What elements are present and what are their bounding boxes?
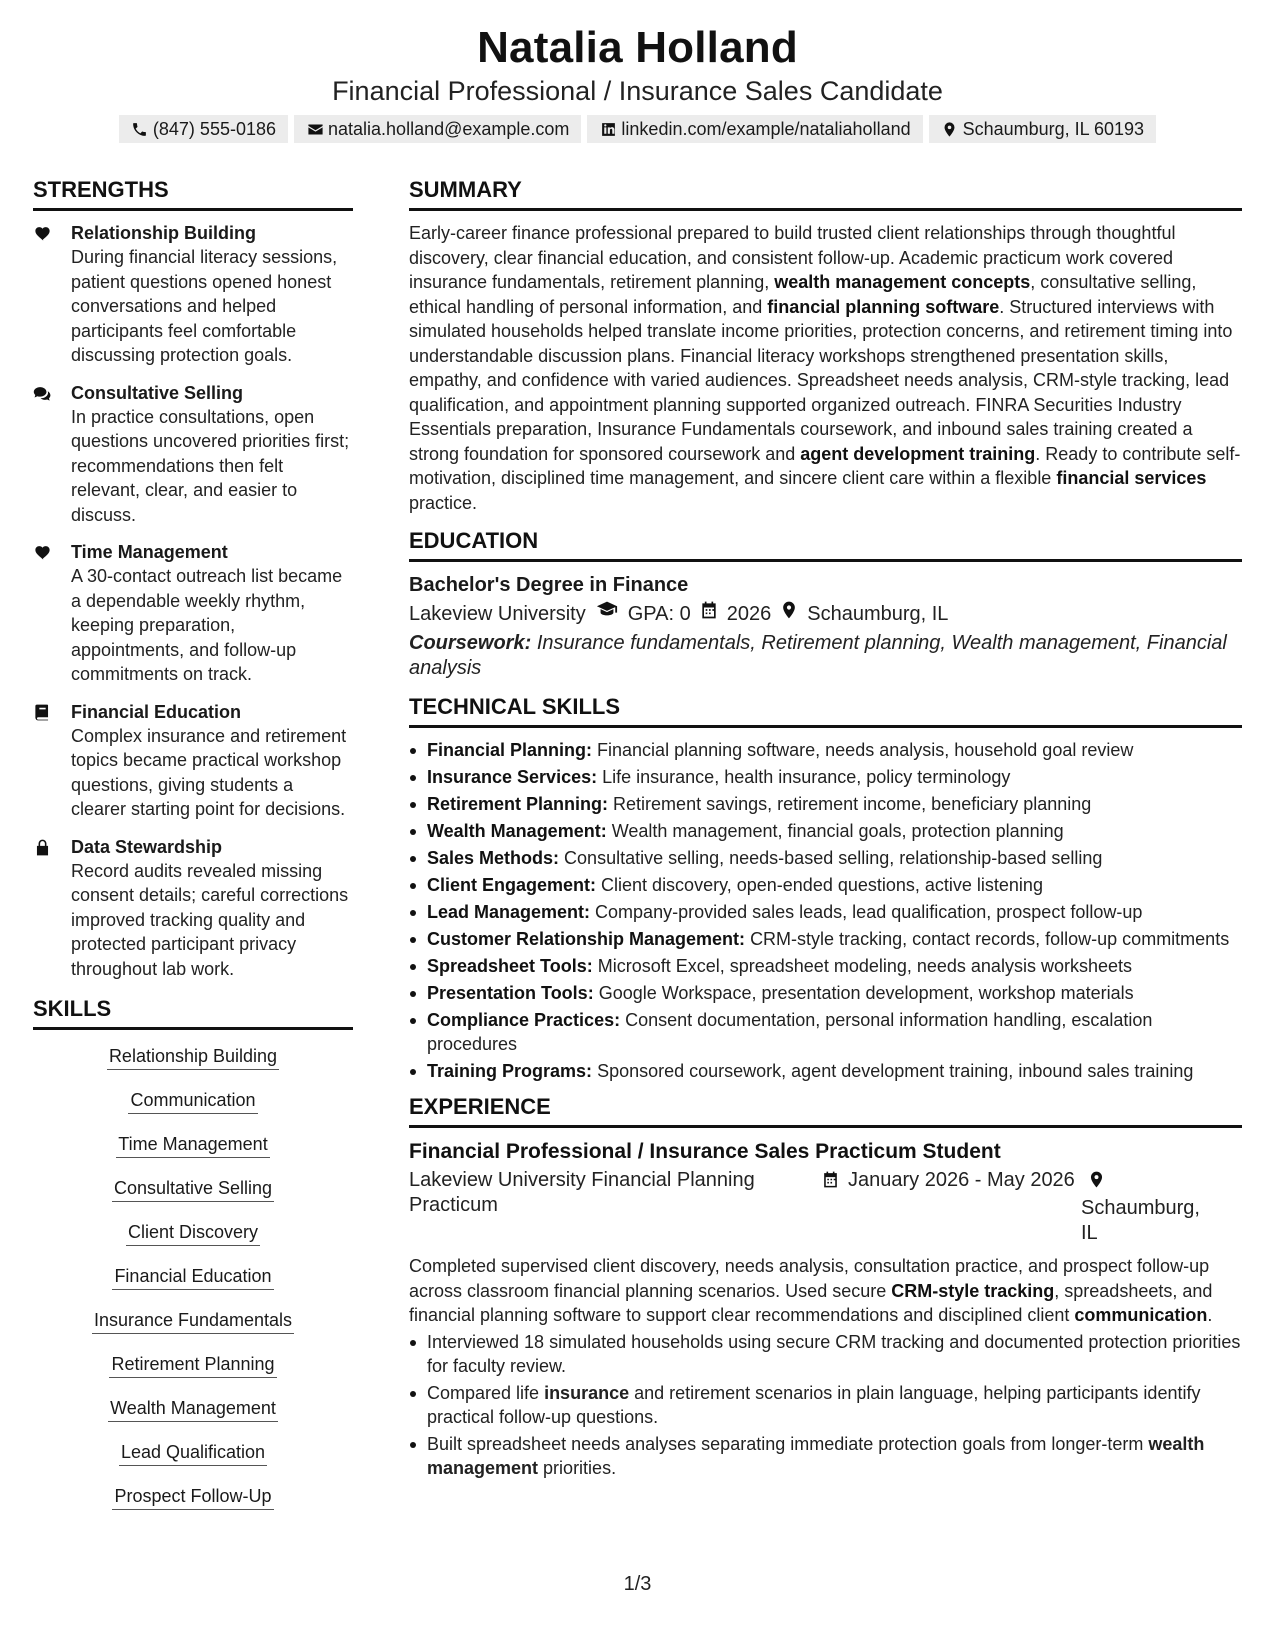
education-degree: Bachelor's Degree in Finance <box>409 574 689 596</box>
map-pin-icon <box>941 120 959 138</box>
contact-phone[interactable] <box>119 115 288 143</box>
technical-skill-item: Lead Management: Company-provided sales leads, lead qualification, prospect follow-up <box>409 900 1242 924</box>
job-title: Financial Professional / Insurance Sales Practicum Student <box>409 1140 1001 1163</box>
job-bullets <box>409 1330 1242 1481</box>
summary-heading: SUMMARY <box>409 176 1242 211</box>
contact-linkedin-text: linkedin.com/example/nataliaholland <box>621 118 911 139</box>
strength-description: During financial literacy sessions, patient questions opened honest conversations and helped participants feel comfortable discussing protection goals. <box>71 247 338 365</box>
education-meta <box>409 598 1242 629</box>
skill-tag: Financial Education <box>33 1264 353 1290</box>
strength-title: Data Stewardship <box>71 836 223 857</box>
experience-entry <box>409 1138 1242 1481</box>
map-pin-icon <box>779 599 799 629</box>
technical-skill-item: Customer Relationship Management: CRM-style tracking, contact records, follow-up commitments <box>409 927 1242 951</box>
strength-item <box>33 700 353 822</box>
skill-tag: Wealth Management <box>33 1396 353 1422</box>
technical-skill-item: Spreadsheet Tools: Microsoft Excel, spreadsheet modeling, needs analysis worksheets <box>409 954 1242 978</box>
contact-linkedin[interactable] <box>587 115 922 143</box>
heart-icon <box>33 540 71 687</box>
candidate-title: Financial Professional / Insurance Sales Candidate <box>332 76 943 106</box>
job-bullet: Compared life insurance and retirement scenarios in plain language, helping participants identify practical follow-up questions. <box>409 1381 1242 1430</box>
strength-item <box>33 221 353 368</box>
skill-tag: Communication <box>33 1088 353 1114</box>
job-bullet: Built spreadsheet needs analyses separating immediate protection goals from longer-term wealth management priorities. <box>409 1432 1242 1481</box>
strength-title: Time Management <box>71 542 228 562</box>
technical-skill-item: Client Engagement: Client discovery, open-ended questions, active listening <box>409 873 1242 897</box>
job-date-range: January 2026 - May 2026 <box>848 1169 1075 1191</box>
strengths-heading: STRENGTHS <box>33 176 353 211</box>
strength-description: Complex insurance and retirement topics became practical workshop questions, giving students a clearer starting point for decisions. <box>71 725 347 819</box>
book-icon <box>33 700 71 822</box>
technical-skills-heading: TECHNICAL SKILLS <box>409 693 1242 728</box>
strength-title: Financial Education <box>71 701 242 722</box>
coursework-label: Coursework: <box>409 632 532 654</box>
skill-tag: Lead Qualification <box>33 1440 353 1466</box>
resume-header <box>0 22 1275 143</box>
job-organization: Lakeview University Financial Planning Practicum <box>409 1169 755 1216</box>
coursework-list: Insurance fundamentals, Retirement planning, Wealth management, Financial analysis <box>409 632 1227 679</box>
job-location-text: Schaumburg, IL <box>1081 1197 1200 1244</box>
contact-email-text: natalia.holland@example.com <box>328 118 570 139</box>
skills-list <box>33 1044 353 1510</box>
linkedin-icon <box>599 120 617 138</box>
education-location: Schaumburg, IL <box>807 602 949 625</box>
job-location <box>1081 1168 1211 1246</box>
strength-item <box>33 540 353 687</box>
contact-bar <box>0 115 1275 143</box>
skills-heading: SKILLS <box>33 995 353 1030</box>
technical-skill-item: Presentation Tools: Google Workspace, presentation development, workshop materials <box>409 981 1242 1005</box>
left-column <box>33 176 353 1528</box>
strength-description: In practice consultations, open questions uncovered priorities first; recommendations then felt relevant, clear, and easier to discuss. <box>71 406 350 525</box>
job-meta <box>409 1168 1242 1246</box>
contact-location-text: Schaumburg, IL 60193 <box>962 118 1145 139</box>
experience-heading: EXPERIENCE <box>409 1093 1242 1128</box>
graduation-cap-icon <box>594 598 620 629</box>
heart-icon <box>33 221 71 368</box>
technical-skill-item: Wealth Management: Wealth management, financial goals, protection planning <box>409 819 1242 843</box>
contact-location <box>929 115 1156 143</box>
envelope-icon <box>306 120 324 138</box>
job-bullet: Interviewed 18 simulated households using secure CRM tracking and documented protection priorities for faculty review. <box>409 1330 1242 1379</box>
strength-item <box>33 381 353 528</box>
page-number: 1/3 <box>623 1573 652 1595</box>
skill-tag: Client Discovery <box>33 1220 353 1246</box>
technical-skill-item: Retirement Planning: Retirement savings, retirement income, beneficiary planning <box>409 792 1242 816</box>
skill-tag: Retirement Planning <box>33 1352 353 1378</box>
skill-tag: Prospect Follow-Up <box>33 1484 353 1510</box>
skill-tag: Relationship Building <box>33 1044 353 1070</box>
job-summary: Completed supervised client discovery, needs analysis, consultation practice, and prospect follow-up across classroom financial planning scenarios. Used secure CRM-style tracking, spreadsheets, and financial planning software to support clear recommendations and disciplined client communication. <box>409 1256 1213 1325</box>
right-column <box>409 176 1242 1483</box>
skill-tag: Consultative Selling <box>33 1176 353 1202</box>
technical-skill-item: Training Programs: Sponsored coursework, agent development training, inbound sales training <box>409 1059 1242 1083</box>
technical-skills-list <box>409 738 1242 1083</box>
strength-description: A 30-contact outreach list became a dependable weekly rhythm, keeping preparation, appointments, and follow-up commitments on track. <box>71 566 343 684</box>
job-dates <box>821 1168 1081 1246</box>
technical-skill-item: Sales Methods: Consultative selling, needs-based selling, relationship-based selling <box>409 846 1242 870</box>
candidate-name: Natalia Holland <box>477 23 798 72</box>
technical-skill-item: Compliance Practices: Consent documentation, personal information handling, escalation procedures <box>409 1008 1242 1056</box>
strength-title: Relationship Building <box>71 223 256 243</box>
comments-icon <box>33 381 71 528</box>
education-school: Lakeview University <box>409 602 586 625</box>
education-heading: EDUCATION <box>409 527 1242 562</box>
map-pin-icon <box>1087 1168 1211 1196</box>
lock-icon <box>33 835 71 982</box>
strength-item <box>33 835 353 982</box>
calendar-icon <box>821 1168 840 1196</box>
technical-skill-item: Insurance Services: Life insurance, health insurance, policy terminology <box>409 765 1242 789</box>
summary-text: Early-career finance professional prepared to build trusted client relationships through thoughtful discovery, clear financial education, and consistent follow-up. Academic practicum work covered insurance fundamentals, retirement planning, wealth management concepts, consultative selling, ethical handling of personal information, and financial planning software. Structured interviews with simulated households helped translate income priorities, protection concerns, and retirement timing into understandable discussion plans. Financial literacy workshops strengthened presentation skills, empathy, and confidence with varied audiences. Spreadsheet needs analysis, CRM-style tracking, lead qualification, and appointment planning supported organized outreach. FINRA Securities Industry Essentials preparation, Insurance Fundamentals coursework, and inbound sales training created a strong foundation for sponsored coursework and agent development training. Ready to contribute self-motivation, disciplined time management, and sincere client care within a flexible financial services practice. <box>409 223 1241 513</box>
phone-icon <box>131 120 149 138</box>
education-year: 2026 <box>726 602 772 625</box>
contact-phone-text: (847) 555-0186 <box>152 118 276 139</box>
education-coursework <box>409 631 1242 681</box>
strength-description: Record audits revealed missing consent details; careful corrections improved tracking quality and protected participant privacy throughout lab work. <box>71 860 349 979</box>
technical-skill-item: Financial Planning: Financial planning software, needs analysis, household goal review <box>409 738 1242 762</box>
contact-email[interactable] <box>294 115 581 143</box>
calendar-icon <box>699 599 719 629</box>
skill-tag: Time Management <box>33 1132 353 1158</box>
education-gpa: GPA: 0 <box>627 602 691 625</box>
strength-title: Consultative Selling <box>71 382 244 403</box>
skill-tag: Insurance Fundamentals <box>33 1308 353 1334</box>
